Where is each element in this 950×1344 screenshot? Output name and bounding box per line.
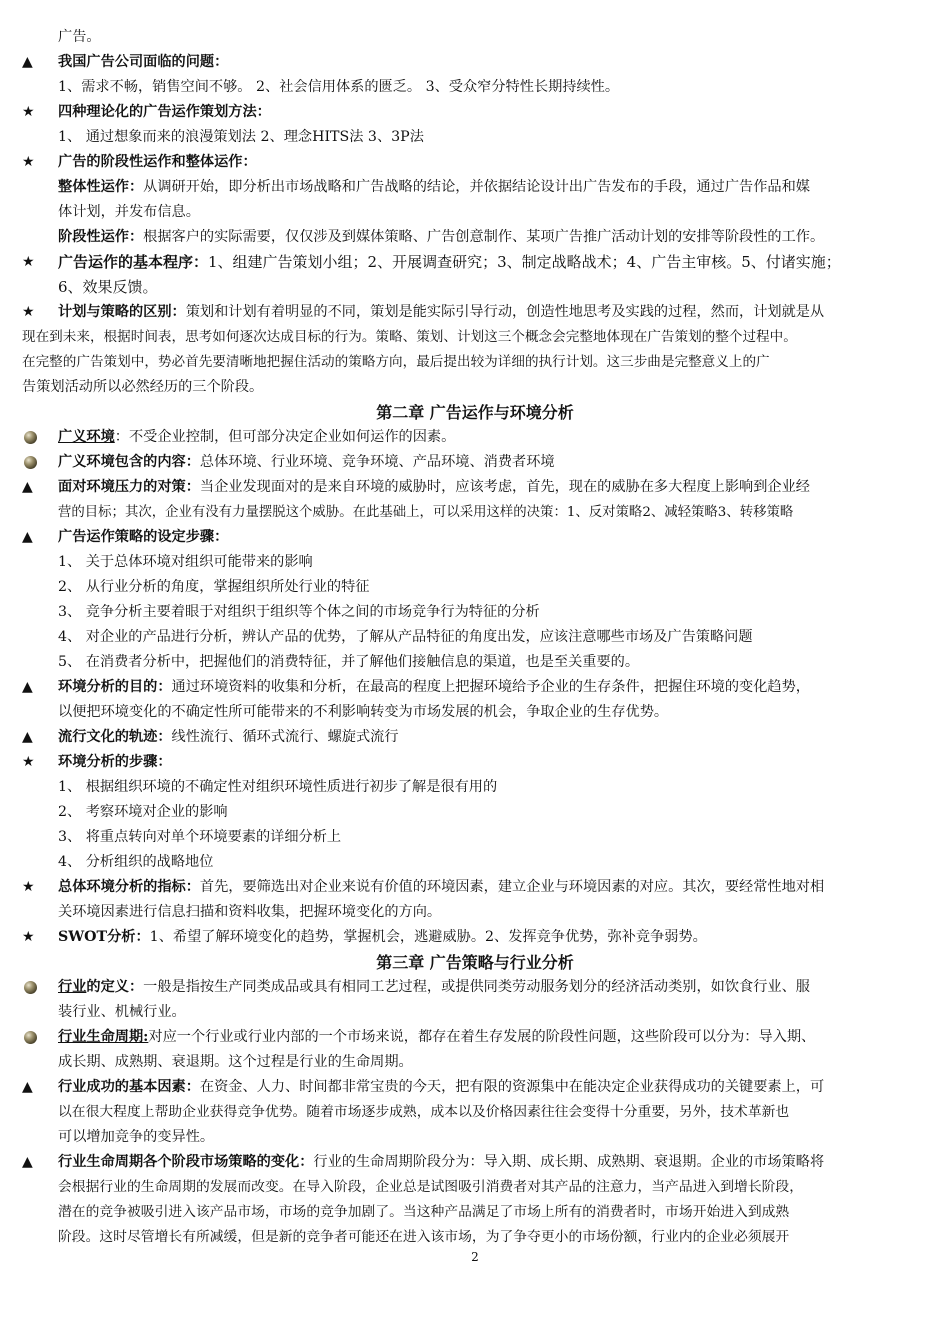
chapter-heading: 第三章 广告策略与行业分析 bbox=[376, 953, 574, 972]
list-item: 4、 对企业的产品进行分析，辨认产品的优势，了解从产品特征的角度出发，应该注意哪些市场及广告策略问题 bbox=[58, 629, 753, 645]
text-line: 在完整的广告策划中，势必首先要清晰地把握住活动的策略方向，最后提出较为详细的执行计划。这三步曲是完整意义上的广 bbox=[22, 354, 770, 370]
text-line: 关环境因素进行信息扫描和资料收集，把握环境变化的方向。 bbox=[58, 904, 442, 920]
triangle-bullet-icon: ▲ bbox=[22, 1079, 33, 1095]
star-bullet-icon: ★ bbox=[22, 304, 35, 320]
item-heading: 环境分析的步骤： bbox=[58, 754, 172, 770]
triangle-bullet-icon: ▲ bbox=[22, 679, 33, 695]
item-heading: 四种理论化的广告运作策划方法： bbox=[58, 104, 271, 120]
item-heading: 广告运作策略的设定步骤： bbox=[58, 529, 229, 545]
text-line: 广告。 bbox=[58, 29, 101, 45]
text-line: 总体环境分析的指标：首先，要筛选出对企业来说有价值的环境因素，建立企业与环境因素的对应。其次，要经常性地对相 bbox=[58, 879, 825, 895]
star-bullet-icon: ★ bbox=[22, 879, 35, 895]
ball-bullet-icon bbox=[24, 981, 37, 994]
text-line: 广义环境包含的内容：总体环境、行业环境、竞争环境、产品环境、消费者环境 bbox=[58, 454, 555, 470]
chapter-heading: 第二章 广告运作与环境分析 bbox=[376, 403, 574, 422]
triangle-bullet-icon: ▲ bbox=[22, 529, 33, 545]
ball-bullet-icon bbox=[24, 456, 37, 469]
text-line: 计划与策略的区别：策划和计划有着明显的不同，策划是能实际引导行动，创造性地思考及实践的过程，然而，计划就是从 bbox=[58, 304, 825, 320]
text-line: 阶段性运作：根据客户的实际需要，仅仅涉及到媒体策略、广告创意制作、某项广告推广活动计划的安排等阶段性的工作。 bbox=[58, 229, 825, 245]
text-line: 阶段。这时尽管增长有所减缓，但是新的竞争者可能还在进入该市场，为了争夺更小的市场份额，行业内的企业必须展开 bbox=[58, 1229, 790, 1245]
text-line: 营的目标；其次，企业有没有力量摆脱这个威胁。在此基础上，可以采用这样的决策：1、反对策略2、减轻策略3、转移策略 bbox=[58, 505, 794, 520]
text-line: SWOT分析：1、希望了解环境变化的趋势，掌握机会，逃避威胁。2、发挥竞争优势，弥补竞争弱势。 bbox=[58, 929, 707, 945]
star-bullet-icon: ★ bbox=[22, 929, 35, 945]
star-bullet-icon: ★ bbox=[22, 754, 35, 770]
text-line: 面对环境压力的对策：当企业发现面对的是来自环境的威胁时，应该考虑，首先，现在的威胁在多大程度上影响到企业经 bbox=[58, 479, 810, 495]
text-line: 成长期、成熟期、衰退期。这个过程是行业的生命周期。 bbox=[58, 1054, 413, 1070]
list-item: 1、 根据组织环境的不确定性对组织环境性质进行初步了解是很有用的 bbox=[58, 779, 498, 795]
text-line: 体计划，并发布信息。 bbox=[58, 204, 200, 220]
triangle-bullet-icon: ▲ bbox=[22, 54, 33, 70]
ball-bullet-icon bbox=[24, 1031, 37, 1044]
text-line: 广告运作的基本程序：1、组建广告策划小组；2、开展调查研究；3、制定战略战术；4、广告主审核。5、付诸实施； bbox=[58, 253, 841, 271]
triangle-bullet-icon: ▲ bbox=[22, 729, 33, 745]
text-line: 环境分析的目的：通过环境资料的收集和分析，在最高的程度上把握环境给予企业的生存条件，把握住环境的变化趋势， bbox=[58, 679, 810, 695]
star-bullet-icon: ★ bbox=[22, 254, 35, 270]
text-line: 广义环境：不受企业控制，但可部分决定企业如何运作的因素。 bbox=[58, 429, 456, 445]
ball-bullet-icon bbox=[24, 431, 37, 444]
text-line: 告策划活动所以必然经历的三个阶段。 bbox=[22, 379, 264, 395]
text-line: 现在到未来，根据时间表，思考如何逐次达成目标的行为。策略、策划、计划这三个概念会完整地体现在广告策划的整个过程中。 bbox=[22, 329, 797, 345]
text-line: 以便把环境变化的不确定性所可能带来的不利影响转变为市场发展的机会，争取企业的生存优势。 bbox=[58, 704, 669, 720]
list-item: 4、 分析组织的战略地位 bbox=[58, 854, 214, 870]
text-line: 整体性运作：从调研开始，即分析出市场战略和广告战略的结论，并依据结论设计出广告发布的手段，通过广告作品和媒 bbox=[58, 179, 810, 195]
text-line: 行业生命周期:对应一个行业或行业内部的一个市场来说，都存在着生存发展的阶段性问题，这些阶段可以分为：导入期、 bbox=[58, 1029, 816, 1045]
list-item: 3、 竞争分析主要着眼于对组织于组织等个体之间的市场竞争行为特征的分析 bbox=[58, 604, 540, 620]
star-bullet-icon: ★ bbox=[22, 104, 35, 120]
list-item: 3、 将重点转向对单个环境要素的详细分析上 bbox=[58, 829, 342, 845]
text-line: 行业生命周期各个阶段市场策略的变化：行业的生命周期阶段分为：导入期、成长期、成熟期、衰退期。企业的市场策略将 bbox=[58, 1154, 825, 1170]
star-bullet-icon: ★ bbox=[22, 154, 35, 170]
list-item: 5、 在消费者分析中，把握他们的消费特征，并了解他们接触信息的渠道，也是至关重要的。 bbox=[58, 654, 640, 670]
item-heading: 广告的阶段性运作和整体运作： bbox=[58, 154, 257, 170]
triangle-bullet-icon: ▲ bbox=[22, 479, 33, 495]
text-line: 会根据行业的生命周期的发展而改变。在导入阶段，企业总是试图吸引消费者对其产品的注意力，当产品进入到增长阶段， bbox=[58, 1179, 804, 1195]
list-item: 2、 从行业分析的角度，掌握组织所处行业的特征 bbox=[58, 579, 370, 595]
text-line: 行业成功的基本因素：在资金、人力、时间都非常宝贵的今天，把有限的资源集中在能决定企业获得成功的关键要素上，可 bbox=[58, 1079, 825, 1095]
item-heading: 我国广告公司面临的问题： bbox=[58, 54, 229, 70]
list-item: 2、 考察环境对企业的影响 bbox=[58, 804, 228, 820]
list-item: 1、 关于总体环境对组织可能带来的影响 bbox=[58, 554, 313, 570]
text-line: 6、效果反馈。 bbox=[58, 278, 158, 296]
page-number: 2 bbox=[471, 1250, 479, 1264]
triangle-bullet-icon: ▲ bbox=[22, 1154, 33, 1170]
text-line: 1、 通过想象而来的浪漫策划法 2、理念HITS法 3、3P法 bbox=[58, 129, 424, 145]
text-line: 装行业、机械行业。 bbox=[58, 1004, 186, 1020]
text-line: 行业的定义：一般是指按生产同类成品或具有相同工艺过程，或提供同类劳动服务划分的经济活动类别，如饮食行业、服 bbox=[58, 979, 810, 995]
text-line: 可以增加竞争的变异性。 bbox=[58, 1129, 215, 1145]
text-line: 潜在的竞争被吸引进入该产品市场，市场的竞争加剧了。当这种产品满足了市场上所有的消费者时，市场开始进入到成熟 bbox=[58, 1204, 790, 1220]
text-line: 流行文化的轨迹：线性流行、循环式流行、螺旋式流行 bbox=[58, 729, 399, 745]
text-line: 1、需求不畅，销售空间不够。 2、社会信用体系的匮乏。 3、受众窄分特性长期持续性。 bbox=[58, 79, 620, 95]
text-line: 以在很大程度上帮助企业获得竞争优势。随着市场逐步成熟，成本以及价格因素往往会变得十分重要，另外，技术革新也 bbox=[58, 1104, 790, 1120]
